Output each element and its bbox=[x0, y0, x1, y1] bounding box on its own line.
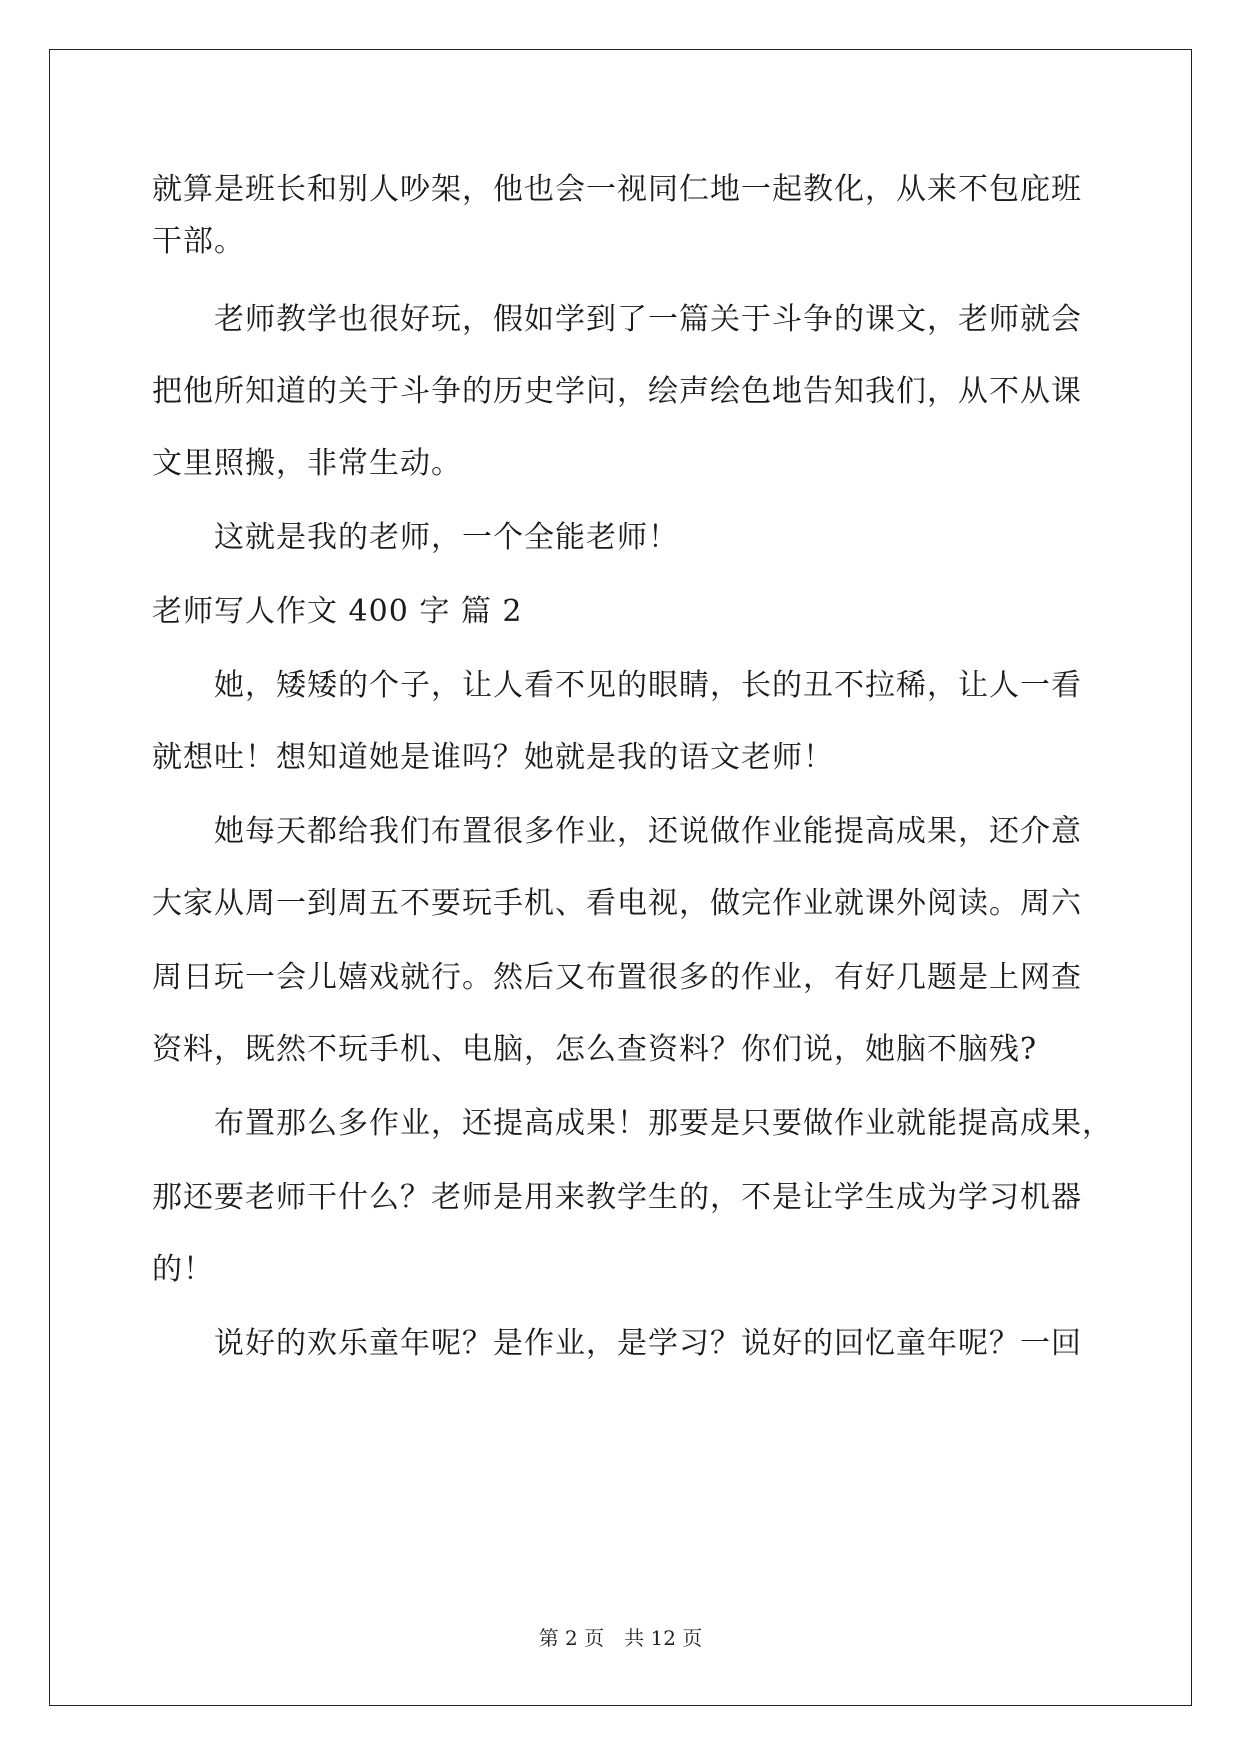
text-line: 老师教学也很好玩，假如学到了一篇关于斗争的课文，老师就会 bbox=[214, 302, 1082, 337]
page-footer bbox=[0, 1625, 1241, 1651]
text-line: 的！ bbox=[152, 1252, 214, 1287]
text-line: 周日玩一会儿嬉戏就行。然后又布置很多的作业，有好几题是上网查 bbox=[152, 960, 1082, 995]
text-line: 那还要老师干什么？老师是用来教学生的，不是让学生成为学习机器 bbox=[152, 1180, 1082, 1215]
text-line: 资料，既然不玩手机、电脑，怎么查资料？你们说，她脑不脑残? bbox=[152, 1032, 1038, 1067]
text-line: 文里照搬，非常生动。 bbox=[152, 446, 462, 481]
section-heading: 老师写人作文 400 字 篇 2 bbox=[152, 594, 523, 629]
text-line: 她每天都给我们布置很多作业，还说做作业能提高成果，还介意 bbox=[214, 814, 1082, 849]
text-line: 大家从周一到周五不要玩手机、看电视，做完作业就课外阅读。周六 bbox=[152, 886, 1082, 921]
text-line: 这就是我的老师，一个全能老师！ bbox=[214, 520, 679, 555]
text-line: 干部。 bbox=[152, 224, 245, 259]
page-total: 共 12 页 bbox=[624, 1626, 703, 1650]
page-number: 第 2 页 bbox=[538, 1626, 605, 1650]
text-line: 说好的欢乐童年呢？是作业，是学习？说好的回忆童年呢？一回 bbox=[214, 1326, 1082, 1361]
text-line: 她，矮矮的个子，让人看不见的眼睛，长的丑不拉稀，让人一看 bbox=[214, 668, 1082, 703]
page-border bbox=[49, 49, 1192, 1706]
text-line: 布置那么多作业，还提高成果！那要是只要做作业就能提高成果， bbox=[214, 1106, 1113, 1141]
text-line: 就算是班长和别人吵架，他也会一视同仁地一起教化，从来不包庇班 bbox=[152, 172, 1082, 207]
text-line: 把他所知道的关于斗争的历史学问，绘声绘色地告知我们，从不从课 bbox=[152, 374, 1082, 409]
text-line: 就想吐！想知道她是谁吗？她就是我的语文老师！ bbox=[152, 740, 834, 775]
